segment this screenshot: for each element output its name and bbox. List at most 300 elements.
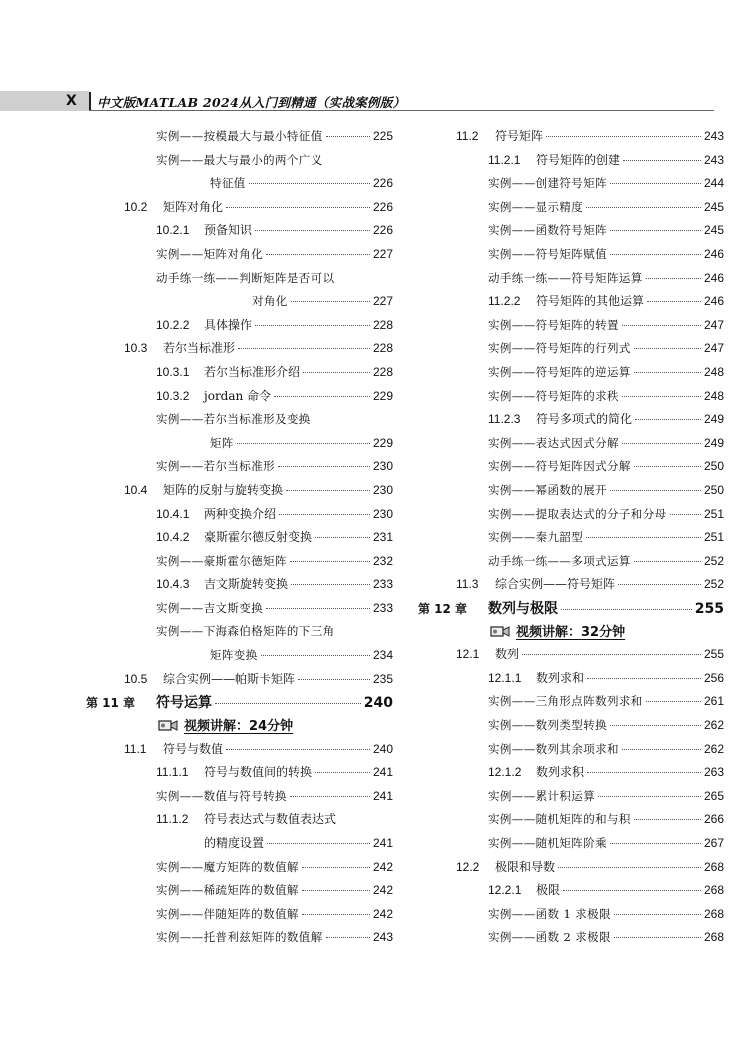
toc-leader-line: [488, 903, 724, 927]
book-title: 中文版MATLAB 2024从入门到精通（实战案例版）: [97, 95, 406, 110]
toc-entry-number: 11.1.1: [156, 765, 189, 780]
toc-entry-section[interactable]: [86, 196, 393, 220]
toc-leader-line: [488, 337, 724, 361]
toc-entry-example[interactable]: [418, 714, 724, 738]
toc-page-number: 243: [703, 129, 724, 143]
toc-entry-number: 11.2.2: [488, 294, 521, 309]
toc-entry-section[interactable]: [86, 479, 393, 503]
toc-entry-text: 实例——数值与符号转换: [156, 788, 287, 803]
toc-entry-text: 极限和导数: [495, 859, 556, 874]
toc-entry-example[interactable]: [418, 738, 724, 762]
toc-leader-line: [156, 573, 393, 597]
toc-entry-text: 预备知识: [204, 223, 253, 238]
toc-leader-line: [156, 125, 393, 149]
toc-entry-cont[interactable]: [86, 172, 393, 196]
toc-leader-line: [156, 361, 393, 385]
toc-leader-line: [488, 690, 724, 714]
toc-dot-leader: [238, 348, 370, 349]
toc-entry-example[interactable]: [86, 926, 393, 950]
toc-entry-number: 10.2.1: [156, 223, 190, 238]
toc-page-number: 250: [703, 459, 724, 474]
toc-entry-title: [488, 503, 667, 527]
toc-entry-example[interactable]: [86, 785, 393, 809]
toc-dot-leader: [286, 490, 370, 491]
toc-entry-subsection[interactable]: [86, 361, 393, 385]
toc-entry-text: 动手练一练——判断矩阵是否可以: [156, 270, 335, 285]
toc-entry-number: 12.2.1: [488, 883, 522, 898]
toc-entry-example[interactable]: [418, 243, 724, 267]
toc-entry-title: [156, 149, 323, 173]
toc-entry-subsection[interactable]: [86, 219, 393, 243]
toc-leader-line: [156, 503, 393, 527]
toc-entry-section[interactable]: [86, 668, 393, 692]
toc-entry-example[interactable]: [86, 267, 393, 291]
toc-entry-text: 实例——提取表达式的分子和分母: [488, 506, 667, 521]
toc-page-number: 244: [703, 176, 724, 191]
toc-entry-title: [456, 856, 555, 880]
toc-dot-leader: [614, 914, 701, 915]
toc-dot-leader: [255, 325, 370, 326]
toc-entry-section[interactable]: [418, 643, 724, 667]
toc-leader-line: [488, 785, 724, 809]
toc-dot-leader: [546, 136, 701, 137]
toc-leader-line: [124, 738, 393, 762]
toc-entry-example[interactable]: [86, 597, 393, 621]
toc-entry-example[interactable]: [418, 479, 724, 503]
toc-leader-line: [488, 267, 724, 291]
toc-entry-text: 符号与数值: [163, 741, 224, 756]
toc-entry-title: [488, 761, 584, 785]
toc-leader-line: [156, 149, 393, 173]
toc-leader-line: [156, 455, 393, 479]
toc-entry-title: [488, 408, 632, 432]
toc-dot-leader: [326, 136, 370, 137]
toc-entry-number: 10.4.1: [156, 506, 190, 521]
toc-entry-subsection[interactable]: [418, 408, 724, 432]
toc-entry-text: 矩阵对角化: [163, 199, 224, 214]
toc-entry-title: [488, 314, 619, 338]
toc-dot-leader: [266, 254, 370, 255]
toc-dot-leader: [610, 490, 701, 491]
toc-dot-leader: [279, 514, 370, 515]
toc-page-number: 233: [372, 577, 393, 592]
toc-entry-title: [156, 503, 276, 527]
toc-entry-subsection[interactable]: [86, 314, 393, 338]
toc-page-number: 228: [372, 317, 393, 332]
toc-page-number: 229: [372, 388, 393, 403]
toc-entry-example[interactable]: [86, 879, 393, 903]
toc-leader-line: [488, 385, 724, 409]
toc-entry-title: [488, 785, 595, 809]
toc-entry-subsection[interactable]: [86, 385, 393, 409]
toc-entry-subsection[interactable]: [418, 290, 724, 314]
toc-dot-leader: [622, 396, 701, 397]
toc-entry-title: [124, 479, 283, 503]
toc-dot-leader: [226, 749, 370, 750]
toc-entry-example[interactable]: [86, 903, 393, 927]
toc-page-number: 262: [703, 741, 724, 756]
toc-dot-leader: [614, 937, 701, 938]
toc-entry-example[interactable]: [418, 785, 724, 809]
toc-entry-title: [488, 926, 611, 950]
toc-entry-example[interactable]: [418, 690, 724, 714]
toc-entry-number: 10.3: [124, 341, 148, 356]
toc-page-number: 245: [703, 223, 724, 238]
toc-page-number: 241: [372, 765, 393, 780]
video-lecture-label: 视频讲解：24分钟: [184, 719, 294, 735]
toc-page-number: 246: [703, 270, 724, 285]
toc-entry-text: 符号矩阵: [495, 129, 544, 143]
toc-entry-example[interactable]: [86, 149, 393, 173]
toc-leader-line: [156, 808, 393, 832]
toc-leader-line: [488, 503, 724, 527]
toc-entry-text: 符号矩阵的创建: [536, 152, 621, 167]
toc-page-number: 229: [372, 435, 393, 450]
toc-entry-text: 实例——豪斯霍尔德矩阵: [156, 553, 287, 568]
toc-leader-line: [488, 314, 724, 338]
toc-entry-number: 10.3.2: [156, 388, 190, 403]
toc-entry-subsection[interactable]: [86, 503, 393, 527]
toc-entry-number: 12.1: [456, 647, 480, 662]
toc-leader-line: [86, 691, 393, 715]
toc-entry-text: 豪斯霍尔德反射变换: [204, 530, 313, 545]
toc-entry-text: 实例——符号矩阵的逆运算: [488, 364, 631, 379]
toc-page-number: 266: [703, 812, 724, 827]
toc-entry-title: [488, 714, 607, 738]
toc-leader-line: [488, 879, 724, 903]
toc-page-number: 268: [703, 930, 724, 945]
toc-entry-text: 动手练一练——多项式运算: [488, 553, 631, 568]
toc-entry-cont3[interactable]: [86, 832, 393, 856]
toc-entry-text: 实例——创建符号矩阵: [488, 176, 607, 191]
toc-dot-leader: [302, 867, 370, 868]
toc-entry-title: [456, 643, 519, 667]
toc-entry-title: [488, 550, 631, 574]
toc-entry-text: 矩阵: [210, 435, 234, 450]
toc-leader-line: [488, 149, 724, 173]
toc-page-number: 246: [703, 246, 724, 261]
toc-entry-text: 实例——函数符号矩阵: [488, 223, 607, 238]
toc-entry-text: 综合实例——帕斯卡矩阵: [163, 671, 296, 686]
toc-entry-example[interactable]: [418, 267, 724, 291]
toc-dot-leader: [302, 914, 370, 915]
toc-entry-text: 实例——符号矩阵的行列式: [488, 341, 631, 356]
toc-page-number: 255: [694, 600, 724, 617]
toc-entry-title: [156, 314, 252, 338]
toc-leader-line: [156, 597, 393, 621]
toc-dot-leader: [587, 678, 701, 679]
toc-entry-example[interactable]: [418, 455, 724, 479]
toc-entry-number: 10.4: [124, 482, 148, 497]
toc-dot-leader: [610, 843, 701, 844]
toc-entry-example[interactable]: [86, 620, 393, 644]
toc-dot-leader: [634, 819, 701, 820]
toc-entry-title: [456, 125, 543, 149]
toc-entry-text: 数列与极限: [488, 600, 558, 617]
toc-dot-leader: [634, 466, 701, 467]
toc-page-number: 226: [372, 176, 393, 191]
toc-dot-leader: [622, 325, 701, 326]
toc-entry-title: [124, 738, 223, 762]
toc-dot-leader: [634, 372, 701, 373]
toc-entry-example[interactable]: [418, 526, 724, 550]
toc-leader-line: [456, 856, 724, 880]
toc-page-number: 243: [372, 930, 393, 945]
toc-page-number: 265: [703, 788, 724, 803]
toc-leader-line: [124, 337, 393, 361]
toc-leader-line: [488, 526, 724, 550]
toc-entry-title: [488, 432, 619, 456]
toc-leader-line: [488, 808, 724, 832]
toc-entry-number: 11.2.3: [488, 412, 521, 427]
toc-leader-line: [488, 432, 724, 456]
toc-entry-section[interactable]: [418, 573, 724, 597]
toc-entry-example[interactable]: [86, 455, 393, 479]
toc-leader-line: [156, 785, 393, 809]
toc-page-number: 262: [703, 718, 724, 733]
toc-entry-title: [488, 196, 583, 220]
toc-leader-line: [210, 644, 393, 668]
toc-entry-number: 11.2.1: [488, 152, 521, 167]
toc-dot-leader: [226, 207, 370, 208]
toc-entry-title: [156, 903, 299, 927]
toc-dot-leader: [290, 796, 370, 797]
toc-page-number: 232: [372, 553, 393, 568]
toc-entry-cont[interactable]: [86, 644, 393, 668]
toc-entry-title: [488, 690, 643, 714]
toc-entry-example[interactable]: [86, 550, 393, 574]
toc-leader-line: [488, 219, 724, 243]
toc-leader-line: [488, 361, 724, 385]
toc-entry-chapter[interactable]: [86, 691, 393, 715]
toc-entry-text: 实例——三角形点阵数列求和: [488, 694, 643, 709]
toc-page-number: 247: [703, 317, 724, 332]
toc-entry-example[interactable]: [418, 550, 724, 574]
toc-entry-example[interactable]: [418, 808, 724, 832]
toc-entry-number: 12.2: [456, 859, 480, 874]
toc-dot-leader: [290, 561, 370, 562]
toc-page-number: 267: [703, 836, 724, 851]
toc-dot-leader: [278, 466, 370, 467]
toc-entry-title: [488, 479, 607, 503]
toc-dot-leader: [302, 890, 370, 891]
toc-entry-subsection[interactable]: [86, 808, 393, 832]
toc-dot-leader: [622, 749, 701, 750]
toc-leader-line: [156, 526, 393, 550]
toc-entry-example[interactable]: [418, 385, 724, 409]
toc-entry-text: 动手练一练——符号矩阵运算: [488, 270, 643, 285]
toc-entry-title: [156, 243, 263, 267]
toc-leader-line: [156, 219, 393, 243]
toc-entry-example[interactable]: [418, 432, 724, 456]
toc-page-number: 225: [372, 129, 393, 143]
toc-leader-line: [124, 479, 393, 503]
toc-entry-text: 实例——稀疏矩阵的数值解: [156, 883, 299, 898]
toc-entry-chapter[interactable]: [418, 597, 724, 621]
toc-leader-line: [210, 172, 393, 196]
toc-entry-text: 若尔当标准形介绍: [204, 364, 301, 379]
toc-page-number: 252: [703, 577, 724, 592]
toc-entry-text: 实例——函数 1 求极限: [488, 906, 611, 921]
toc-entry-text: 吉文斯旋转变换: [204, 577, 289, 592]
toc-entry-example[interactable]: [418, 903, 724, 927]
toc-left-column: [86, 125, 393, 950]
toc-entry-number: 10.4.2: [156, 530, 190, 545]
toc-entry-text: 极限: [536, 883, 561, 898]
toc-page-number: 226: [372, 223, 393, 238]
toc-entry-text: 符号与数值间的转换: [204, 765, 313, 780]
toc-entry-example[interactable]: [418, 337, 724, 361]
toc-leader-line: [210, 432, 393, 456]
toc-page-number: 247: [703, 341, 724, 356]
toc-dot-leader: [522, 654, 701, 655]
toc-entry-title: [156, 550, 287, 574]
toc-page-number: 250: [703, 482, 724, 497]
toc-entry-title: [156, 385, 271, 409]
toc-entry-text: 对角化: [252, 294, 288, 309]
video-lecture-link[interactable]: [418, 621, 724, 643]
toc-entry-example[interactable]: [418, 314, 724, 338]
toc-page-number: 228: [372, 341, 393, 356]
toc-entry-title: [156, 125, 323, 149]
toc-entry-text: 特征值: [210, 176, 246, 191]
toc-entry-title: [124, 337, 235, 361]
toc-entry-example[interactable]: [418, 219, 724, 243]
video-lecture-link[interactable]: [86, 715, 393, 737]
toc-entry-title: [156, 808, 336, 832]
toc-entry-example[interactable]: [418, 361, 724, 385]
toc-dot-leader: [635, 419, 701, 420]
toc-entry-text: 实例——数列其余项求和: [488, 741, 619, 756]
toc-page-number: 230: [372, 482, 393, 497]
toc-entry-title: [86, 691, 212, 715]
toc-entry-number: 第 11 章: [86, 696, 136, 711]
toc-entry-subsection[interactable]: [418, 761, 724, 785]
toc-dot-leader: [598, 796, 701, 797]
toc-entry-title: [210, 172, 246, 196]
toc-entry-example[interactable]: [86, 125, 393, 149]
toc-entry-number: 10.5: [124, 671, 148, 686]
toc-leader-line: [156, 903, 393, 927]
toc-entry-title: [488, 879, 560, 903]
toc-page-number: 245: [703, 199, 724, 214]
toc-entry-text: 的精度设置: [204, 836, 265, 851]
toc-entry-section[interactable]: [86, 738, 393, 762]
toc-leader-line: [488, 196, 724, 220]
toc-dot-leader: [634, 348, 701, 349]
toc-page-number: 268: [703, 883, 724, 898]
toc-dot-leader: [586, 207, 701, 208]
toc-leader-line: [488, 172, 724, 196]
toc-dot-leader: [266, 608, 370, 609]
toc-entry-section[interactable]: [86, 337, 393, 361]
toc-entry-number: 11.2: [456, 129, 479, 143]
toc-page-number: 240: [372, 741, 393, 756]
toc-entry-title: [210, 644, 258, 668]
toc-entry-text: 实例——秦九韶型: [488, 530, 584, 545]
toc-leader-line: [488, 832, 724, 856]
toc-entry-subsection[interactable]: [418, 667, 724, 691]
toc-entry-text: 实例——幂函数的展开: [488, 482, 607, 497]
toc-entry-subsection[interactable]: [86, 761, 393, 785]
toc-entry-section[interactable]: [418, 125, 724, 149]
toc-dot-leader: [561, 609, 692, 610]
toc-dot-leader: [563, 890, 701, 891]
toc-entry-number: 12.1.1: [488, 670, 522, 685]
toc-entry-example[interactable]: [418, 926, 724, 950]
toc-entry-example[interactable]: [418, 503, 724, 527]
toc-entry-example[interactable]: [418, 196, 724, 220]
toc-entry-title: [156, 526, 312, 550]
toc-entry-title: [456, 573, 615, 597]
toc-entry-title: [156, 361, 300, 385]
toc-entry-example[interactable]: [86, 243, 393, 267]
toc-leader-line: [488, 479, 724, 503]
toc-page-number: 268: [703, 859, 724, 874]
toc-page-number: 249: [703, 435, 724, 450]
toc-entry-title: [156, 926, 323, 950]
toc-page-number: 248: [703, 388, 724, 403]
toc-entry-title: [488, 385, 619, 409]
toc-dot-leader: [315, 772, 370, 773]
toc-page-number: 252: [703, 553, 724, 568]
page-number: X: [66, 93, 77, 109]
toc-page-number: 227: [372, 246, 393, 261]
toc-entry-subsection[interactable]: [418, 879, 724, 903]
header-separator: [89, 92, 91, 110]
toc-dot-leader: [237, 443, 370, 444]
toc-leader-line: [124, 668, 393, 692]
toc-entry-example[interactable]: [418, 832, 724, 856]
toc-entry-text: 符号表达式与数值表达式: [204, 812, 337, 827]
toc-entry-text: 具体操作: [204, 317, 253, 332]
toc-page-number: 233: [372, 600, 393, 615]
toc-entry-example[interactable]: [86, 408, 393, 432]
toc-entry-section[interactable]: [418, 856, 724, 880]
toc-leader-line: [156, 550, 393, 574]
toc-dot-leader: [646, 701, 701, 702]
toc-entry-cont[interactable]: [86, 432, 393, 456]
toc-entry-title: [488, 243, 607, 267]
toc-entry-example[interactable]: [86, 856, 393, 880]
toc-entry-subsection[interactable]: [418, 149, 724, 173]
toc-entry-text: 若尔当标准形: [163, 341, 236, 356]
toc-entry-title: [156, 219, 252, 243]
toc-entry-text: 实例——按模最大与最小特征值: [156, 129, 323, 143]
toc-entry-title: [418, 597, 558, 621]
toc-entry-example[interactable]: [418, 172, 724, 196]
toc-leader-line: [488, 761, 724, 785]
toc-entry-subsection[interactable]: [86, 573, 393, 597]
toc-entry-title: [488, 526, 583, 550]
toc-page-number: 235: [372, 671, 393, 686]
toc-entry-title: [204, 832, 264, 856]
toc-leader-line: [156, 243, 393, 267]
toc-entry-title: [488, 738, 619, 762]
toc-entry-cont2[interactable]: [86, 290, 393, 314]
toc-entry-text: 实例——托普利兹矩阵的数值解: [156, 930, 323, 945]
toc-entry-title: [210, 432, 234, 456]
toc-entry-number: 10.4.3: [156, 577, 190, 592]
toc-leader-line: [488, 714, 724, 738]
toc-dot-leader: [303, 372, 370, 373]
toc-dot-leader: [315, 537, 370, 538]
video-camera-icon: [490, 625, 510, 638]
toc-entry-subsection[interactable]: [86, 526, 393, 550]
toc-leader-line: [488, 455, 724, 479]
toc-entry-title: [488, 267, 643, 291]
toc-entry-title: [488, 361, 631, 385]
